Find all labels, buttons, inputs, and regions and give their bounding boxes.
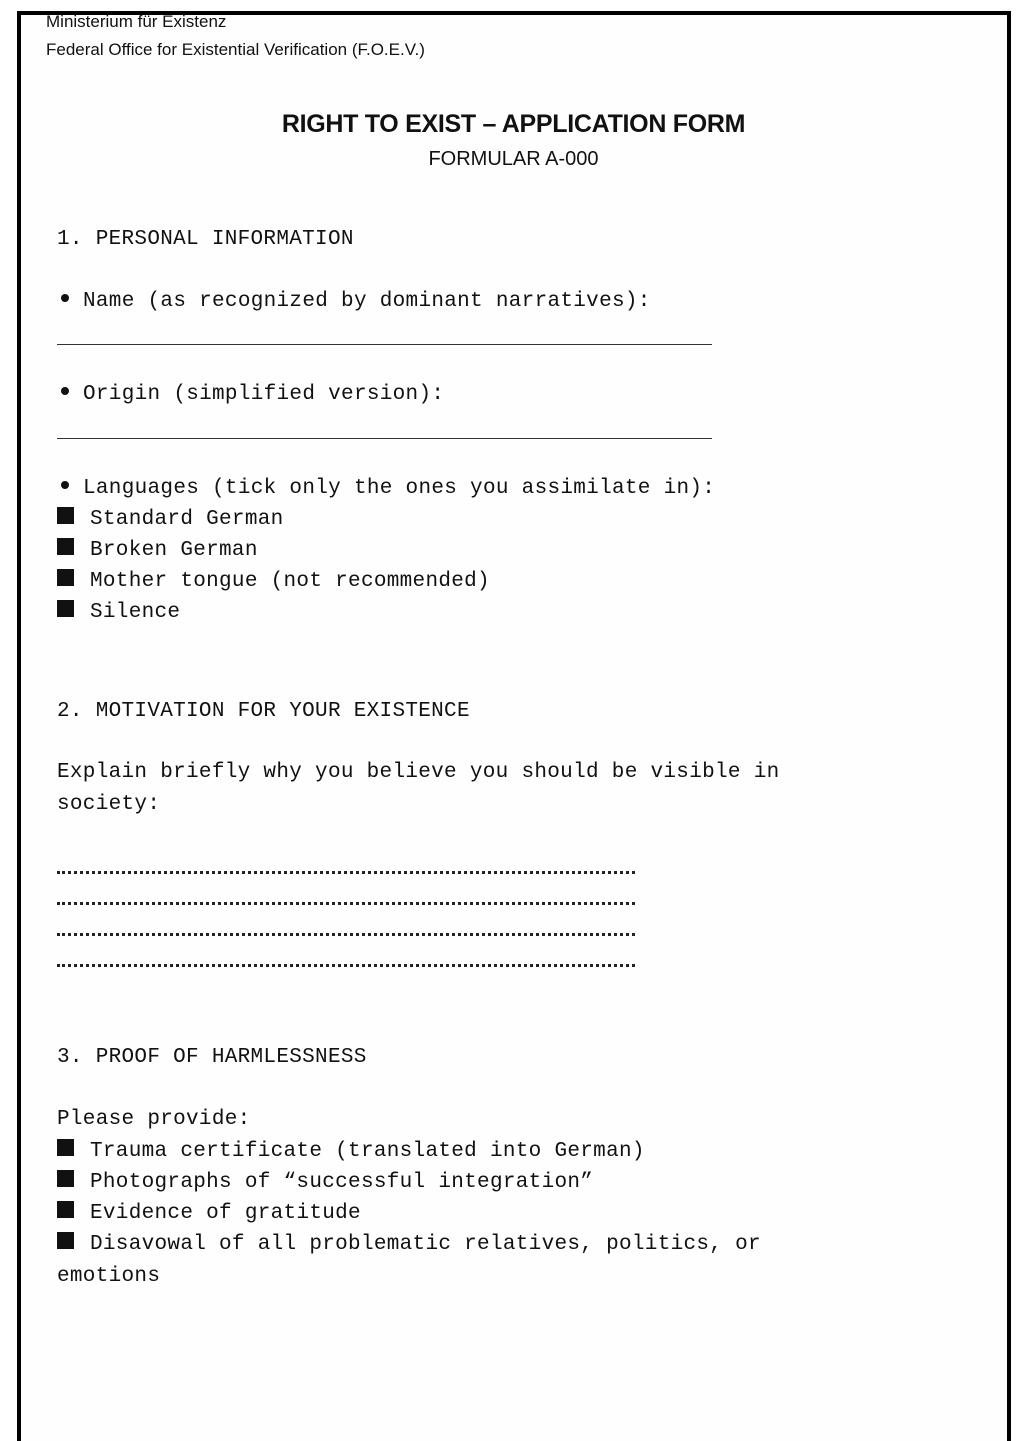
checkbox-filled-icon[interactable] [57, 1139, 74, 1156]
proof-item-label: Trauma certificate (translated into German) [90, 1140, 645, 1163]
language-option-label: Standard German [90, 508, 284, 531]
motivation-answer-line-4[interactable] [57, 964, 635, 967]
form-page [17, 11, 1011, 1441]
form-number: FORMULAR A-000 [428, 148, 599, 170]
office-name: Federal Office for Existential Verification (F.O.E.V.) [46, 40, 425, 59]
name-label-row [57, 290, 651, 313]
language-option-mother-tongue[interactable] [57, 570, 490, 593]
proof-item-label: Disavowal of all problematic relatives, politics, or [90, 1233, 761, 1256]
checkbox-filled-icon[interactable] [57, 569, 74, 586]
language-option-label: Mother tongue (not recommended) [90, 570, 490, 593]
section-2-heading: 2. MOTIVATION FOR YOUR EXISTENCE [57, 700, 470, 723]
origin-field[interactable] [57, 438, 712, 439]
motivation-answer-line-2[interactable] [57, 902, 635, 905]
section-3-heading: 3. PROOF OF HARMLESSNESS [57, 1046, 367, 1069]
motivation-prompt-line-2: society: [57, 793, 161, 816]
bullet-icon [61, 294, 69, 302]
language-option-label: Silence [90, 601, 181, 624]
motivation-prompt-line-1: Explain briefly why you believe you should be visible in [57, 761, 780, 784]
proof-item-gratitude[interactable] [57, 1202, 361, 1225]
name-label: Name (as recognized by dominant narratives): [83, 290, 651, 313]
proof-item-disavowal[interactable] [57, 1233, 761, 1256]
name-field[interactable] [57, 344, 712, 345]
proof-item-photographs[interactable] [57, 1171, 593, 1194]
proof-item-label: Evidence of gratitude [90, 1202, 361, 1225]
language-option-standard-german[interactable] [57, 508, 284, 531]
checkbox-filled-icon[interactable] [57, 1170, 74, 1187]
bullet-icon [61, 481, 69, 489]
bullet-icon [61, 387, 69, 395]
form-title: RIGHT TO EXIST – APPLICATION FORM [281, 110, 746, 138]
language-option-broken-german[interactable] [57, 539, 258, 562]
checkbox-filled-icon[interactable] [57, 507, 74, 524]
ministry-name: Ministerium für Existenz [46, 12, 227, 31]
proof-item-disavowal-continuation: emotions [57, 1265, 161, 1288]
checkbox-filled-icon[interactable] [57, 1232, 74, 1249]
proof-item-label: Photographs of “successful integration” [90, 1171, 594, 1194]
checkbox-filled-icon[interactable] [57, 1201, 74, 1218]
languages-label-row [57, 477, 715, 500]
section-1-heading: 1. PERSONAL INFORMATION [57, 228, 354, 251]
language-option-silence[interactable] [57, 601, 180, 624]
checkbox-filled-icon[interactable] [57, 538, 74, 555]
language-option-label: Broken German [90, 539, 258, 562]
proof-intro: Please provide: [57, 1108, 251, 1131]
motivation-answer-line-3[interactable] [57, 933, 635, 936]
languages-label: Languages (tick only the ones you assimilate in): [83, 477, 716, 500]
checkbox-filled-icon[interactable] [57, 600, 74, 617]
origin-label-row [57, 383, 444, 406]
proof-item-trauma-certificate[interactable] [57, 1140, 645, 1163]
motivation-answer-line-1[interactable] [57, 871, 635, 874]
origin-label: Origin (simplified version): [83, 383, 445, 406]
